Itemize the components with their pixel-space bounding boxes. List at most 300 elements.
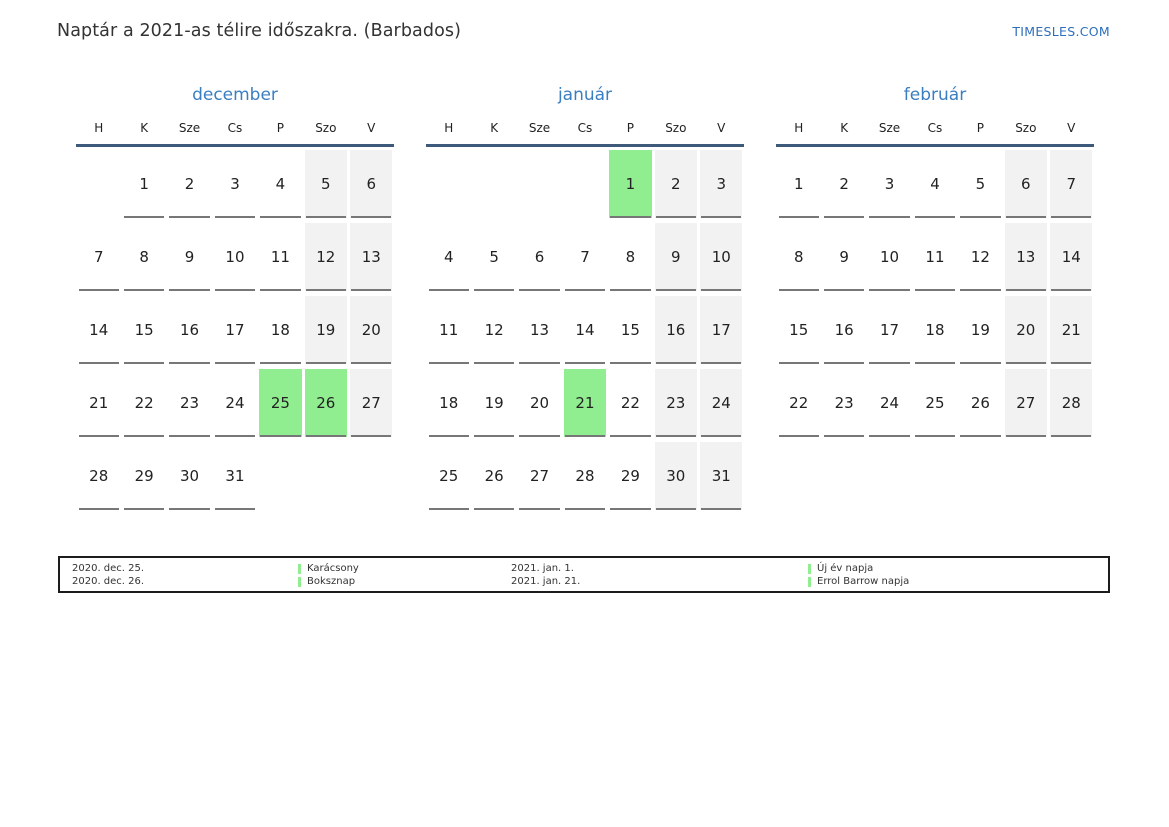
legend-holiday-marker [808, 564, 811, 574]
day-cell-január-30 [655, 442, 697, 510]
day-number: 2 [671, 174, 681, 193]
weekday-header: Szo [665, 121, 687, 135]
cell-underline [351, 362, 391, 364]
day-cell-január-5 [473, 223, 515, 291]
weekday-header: H [444, 121, 454, 135]
cell-underline [779, 289, 819, 291]
cell-underline [824, 216, 864, 218]
empty-cell [78, 150, 120, 218]
cell-underline [169, 289, 209, 291]
day-cell-január-28 [564, 442, 606, 510]
day-cell-január-24 [700, 369, 742, 437]
empty-cell [428, 150, 470, 218]
day-cell-február-20 [1005, 296, 1047, 364]
legend-entry [511, 576, 909, 589]
cell-underline [869, 289, 909, 291]
day-cell-február-1 [778, 150, 820, 218]
day-number: 7 [580, 247, 590, 266]
day-cell-február-7 [1050, 150, 1092, 218]
cell-underline [306, 216, 346, 218]
month-január [426, 84, 744, 515]
cell-underline [869, 435, 909, 437]
cell-underline [701, 362, 741, 364]
day-number: 20 [530, 393, 550, 412]
day-number: 12 [484, 320, 504, 339]
day-number: 27 [361, 393, 381, 412]
cell-underline [474, 435, 514, 437]
day-cell-január-29 [609, 442, 651, 510]
day-cell-december-19 [305, 296, 347, 364]
day-number: 18 [270, 320, 290, 339]
cell-underline [351, 216, 391, 218]
month-title: január [557, 85, 613, 105]
day-cell-december-3 [214, 150, 256, 218]
cell-underline [474, 289, 514, 291]
day-cell-február-23 [823, 369, 865, 437]
day-number: 24 [225, 393, 245, 412]
cell-underline [260, 216, 300, 218]
cell-underline [915, 435, 955, 437]
weekday-header-row [426, 118, 744, 138]
day-cell-január-31 [700, 442, 742, 510]
day-cell-január-9 [655, 223, 697, 291]
day-number: 3 [230, 174, 240, 193]
cell-underline [915, 362, 955, 364]
legend-column-1 [511, 563, 909, 588]
day-cell-december-21 [78, 369, 120, 437]
cell-underline [915, 289, 955, 291]
day-number: 5 [489, 247, 499, 266]
cell-underline [960, 216, 1000, 218]
weekday-header: Szo [1015, 121, 1037, 135]
day-cell-február-15 [778, 296, 820, 364]
cell-underline [1006, 362, 1046, 364]
day-cell-február-19 [959, 296, 1001, 364]
day-number: 28 [575, 466, 595, 485]
cell-underline [124, 508, 164, 510]
day-cell-január-26 [473, 442, 515, 510]
cell-underline [124, 362, 164, 364]
day-number: 10 [711, 247, 731, 266]
cell-underline [1006, 216, 1046, 218]
weekday-header: P [626, 121, 635, 135]
day-number: 27 [530, 466, 550, 485]
day-cell-december-13 [350, 223, 392, 291]
empty-cell [473, 150, 515, 218]
cell-underline [474, 362, 514, 364]
day-cell-február-8 [778, 223, 820, 291]
day-cell-január-3 [700, 150, 742, 218]
day-cell-december-9 [168, 223, 210, 291]
cell-underline [169, 435, 209, 437]
empty-cell [564, 150, 606, 218]
weekday-header: K [140, 121, 149, 135]
day-cell-február-24 [868, 369, 910, 437]
day-number: 29 [620, 466, 640, 485]
legend-box [58, 556, 1110, 593]
day-number: 30 [180, 466, 200, 485]
weekday-header: Sze [878, 121, 901, 135]
day-number: 4 [443, 247, 454, 266]
cell-underline [124, 216, 164, 218]
day-number: 16 [666, 320, 686, 339]
day-cell-december-29 [123, 442, 165, 510]
day-number: 11 [439, 320, 459, 339]
day-number: 21 [575, 393, 595, 412]
day-cell-február-6 [1005, 150, 1047, 218]
legend-date: 2020. dec. 25. [72, 563, 145, 575]
cell-underline [306, 289, 346, 291]
day-cell-december-5 [305, 150, 347, 218]
legend-date: 2020. dec. 26. [72, 575, 145, 587]
cell-underline [124, 289, 164, 291]
day-cell-február-9 [823, 223, 865, 291]
cell-underline [215, 362, 255, 364]
day-cell-január-21 [564, 369, 606, 437]
cell-underline [1006, 289, 1046, 291]
day-cell-február-21 [1050, 296, 1092, 364]
day-number: 19 [484, 393, 504, 412]
cell-underline [519, 435, 559, 437]
weekday-header: P [276, 121, 285, 135]
cell-underline [915, 216, 955, 218]
day-number: 25 [925, 393, 945, 412]
day-cell-január-19 [473, 369, 515, 437]
day-cell-december-24 [214, 369, 256, 437]
day-number: 25 [270, 393, 290, 412]
cell-underline [824, 362, 864, 364]
cell-underline [565, 362, 605, 364]
cell-underline [779, 216, 819, 218]
day-cell-február-26 [959, 369, 1001, 437]
day-cell-december-31 [214, 442, 256, 510]
day-cell-február-13 [1005, 223, 1047, 291]
day-number: 28 [89, 466, 109, 485]
cell-underline [610, 289, 650, 291]
cell-underline [565, 289, 605, 291]
cell-underline [1051, 289, 1091, 291]
day-cell-január-18 [428, 369, 470, 437]
day-cell-december-6 [350, 150, 392, 218]
weekday-header: V [717, 121, 726, 135]
day-number: 17 [880, 320, 900, 339]
cell-underline [260, 289, 300, 291]
day-cell-december-2 [168, 150, 210, 218]
cell-underline [215, 216, 255, 218]
day-cell-december-20 [350, 296, 392, 364]
day-cell-január-17 [700, 296, 742, 364]
day-cell-december-15 [123, 296, 165, 364]
day-cell-január-27 [518, 442, 560, 510]
day-number: 13 [530, 320, 550, 339]
day-number: 13 [361, 247, 381, 266]
day-cell-január-15 [609, 296, 651, 364]
day-number: 18 [925, 320, 945, 339]
cell-underline [869, 362, 909, 364]
day-number: 22 [620, 393, 640, 412]
day-number: 11 [925, 247, 945, 266]
day-number: 15 [134, 320, 154, 339]
day-cell-január-1 [609, 150, 651, 218]
day-number: 21 [1061, 320, 1081, 339]
day-number: 29 [134, 466, 154, 485]
day-cell-december-4 [259, 150, 301, 218]
day-cell-december-18 [259, 296, 301, 364]
day-number: 19 [316, 320, 336, 339]
cell-underline [610, 508, 650, 510]
day-number: 7 [1066, 174, 1077, 193]
day-cell-január-14 [564, 296, 606, 364]
month-grid [76, 147, 394, 515]
day-number: 22 [789, 393, 809, 412]
weekday-header: H [794, 121, 804, 135]
legend-label: Boksznap [307, 575, 356, 587]
day-cell-február-28 [1050, 369, 1092, 437]
month-title: február [903, 85, 967, 105]
day-number: 13 [1016, 247, 1036, 266]
cell-underline [306, 435, 346, 437]
cell-underline [565, 508, 605, 510]
cell-underline [701, 435, 741, 437]
day-number: 30 [666, 466, 686, 485]
cell-underline [215, 289, 255, 291]
day-cell-december-27 [350, 369, 392, 437]
cell-underline [610, 216, 650, 218]
day-cell-február-3 [868, 150, 910, 218]
day-cell-december-28 [78, 442, 120, 510]
day-number: 23 [180, 393, 200, 412]
legend-label: Errol Barrow napja [817, 575, 910, 587]
cell-underline [79, 289, 119, 291]
cell-underline [656, 508, 696, 510]
day-number: 20 [361, 320, 381, 339]
day-number: 16 [180, 320, 200, 339]
day-cell-december-10 [214, 223, 256, 291]
day-number: 15 [789, 320, 809, 339]
day-cell-január-10 [700, 223, 742, 291]
cell-underline [169, 362, 209, 364]
day-number: 5 [975, 174, 986, 193]
day-number: 24 [880, 393, 900, 412]
day-number: 24 [711, 393, 731, 412]
legend-entry [72, 576, 359, 589]
month-február [776, 84, 1094, 515]
cell-underline [79, 508, 119, 510]
day-number: 1 [625, 174, 636, 193]
day-cell-február-11 [914, 223, 956, 291]
day-cell-február-22 [778, 369, 820, 437]
day-number: 22 [134, 393, 154, 412]
day-number: 9 [839, 247, 849, 266]
day-cell-december-26 [305, 369, 347, 437]
day-cell-február-12 [959, 223, 1001, 291]
day-number: 3 [884, 174, 895, 193]
cell-underline [519, 508, 559, 510]
cell-underline [701, 508, 741, 510]
day-number: 15 [620, 320, 640, 339]
day-cell-január-23 [655, 369, 697, 437]
weekday-header: V [367, 121, 376, 135]
day-number: 17 [225, 320, 245, 339]
cell-underline [215, 508, 255, 510]
cell-underline [656, 435, 696, 437]
legend-date: 2021. jan. 1. [511, 563, 574, 575]
cell-underline [429, 435, 469, 437]
cell-underline [701, 216, 741, 218]
day-cell-január-20 [518, 369, 560, 437]
weekday-header: Cs [577, 121, 593, 135]
empty-cell [259, 442, 301, 510]
day-number: 26 [484, 466, 504, 485]
day-number: 12 [970, 247, 990, 266]
cell-underline [260, 435, 300, 437]
weekday-header-row [776, 118, 1094, 138]
cell-underline [519, 289, 559, 291]
cell-underline [656, 216, 696, 218]
day-cell-február-25 [914, 369, 956, 437]
cell-underline [565, 435, 605, 437]
cell-underline [79, 362, 119, 364]
day-number: 5 [321, 174, 331, 193]
day-number: 12 [316, 247, 336, 266]
day-number: 7 [93, 247, 104, 266]
day-cell-december-1 [123, 150, 165, 218]
cell-underline [701, 289, 741, 291]
day-cell-december-17 [214, 296, 256, 364]
day-cell-december-7 [78, 223, 120, 291]
calendar-row [76, 84, 1094, 515]
day-cell-december-12 [305, 223, 347, 291]
weekday-header: Sze [528, 121, 551, 135]
day-number: 9 [671, 247, 681, 266]
day-number: 8 [625, 247, 636, 266]
day-number: 26 [970, 393, 990, 412]
day-cell-december-16 [168, 296, 210, 364]
weekday-header-row [76, 118, 394, 138]
day-number: 8 [139, 247, 149, 266]
empty-cell [518, 150, 560, 218]
day-number: 1 [793, 174, 804, 193]
day-cell-december-25 [259, 369, 301, 437]
day-number: 31 [225, 466, 245, 485]
day-cell-február-10 [868, 223, 910, 291]
day-cell-január-8 [609, 223, 651, 291]
day-cell-december-11 [259, 223, 301, 291]
day-number: 6 [534, 247, 545, 266]
legend-label: Karácsony [307, 563, 359, 575]
day-number: 21 [89, 393, 109, 412]
weekday-header: Sze [178, 121, 201, 135]
day-number: 10 [880, 247, 900, 266]
cell-underline [824, 289, 864, 291]
cell-underline [1051, 362, 1091, 364]
day-cell-február-4 [914, 150, 956, 218]
month-title: december [192, 85, 278, 105]
day-cell-január-2 [655, 150, 697, 218]
empty-cell [305, 442, 347, 510]
legend-label: Új év napja [817, 563, 874, 575]
cell-underline [351, 289, 391, 291]
day-number: 8 [793, 247, 804, 266]
day-number: 2 [184, 174, 195, 193]
day-cell-február-5 [959, 150, 1001, 218]
day-number: 6 [366, 174, 377, 193]
day-cell-január-4 [428, 223, 470, 291]
day-cell-január-13 [518, 296, 560, 364]
month-december [76, 84, 394, 515]
day-cell-február-2 [823, 150, 865, 218]
cell-underline [169, 216, 209, 218]
cell-underline [124, 435, 164, 437]
cell-underline [260, 362, 300, 364]
day-number: 14 [89, 320, 109, 339]
day-number: 26 [316, 393, 336, 412]
day-number: 25 [439, 466, 459, 485]
day-number: 3 [716, 174, 727, 193]
day-cell-december-22 [123, 369, 165, 437]
day-number: 10 [225, 247, 245, 266]
legend-holiday-marker [298, 564, 301, 574]
cell-underline [351, 435, 391, 437]
cell-underline [429, 289, 469, 291]
day-cell-január-11 [428, 296, 470, 364]
day-number: 6 [1021, 174, 1031, 193]
cell-underline [960, 289, 1000, 291]
day-number: 27 [1016, 393, 1036, 412]
day-cell-január-12 [473, 296, 515, 364]
cell-underline [779, 362, 819, 364]
day-cell-december-14 [78, 296, 120, 364]
cell-underline [1051, 216, 1091, 218]
day-number: 9 [184, 247, 195, 266]
legend-holiday-marker [808, 577, 811, 587]
cell-underline [79, 435, 119, 437]
cell-underline [1006, 435, 1046, 437]
day-cell-február-17 [868, 296, 910, 364]
weekday-header: Cs [227, 121, 243, 135]
site-link[interactable]: TIMESLES.COM [1012, 24, 1110, 39]
weekday-header: K [490, 121, 499, 135]
cell-underline [306, 362, 346, 364]
day-number: 16 [834, 320, 854, 339]
day-number: 23 [666, 393, 686, 412]
legend-entry [511, 563, 909, 576]
day-number: 20 [1016, 320, 1036, 339]
day-cell-december-23 [168, 369, 210, 437]
day-number: 17 [711, 320, 731, 339]
day-number: 23 [834, 393, 854, 412]
day-cell-január-16 [655, 296, 697, 364]
cell-underline [474, 508, 514, 510]
cell-underline [610, 435, 650, 437]
cell-underline [869, 216, 909, 218]
weekday-header: H [94, 121, 104, 135]
legend-holiday-marker [298, 577, 301, 587]
weekday-header: P [976, 121, 985, 135]
day-cell-december-30 [168, 442, 210, 510]
day-number: 4 [930, 174, 940, 193]
day-cell-január-25 [428, 442, 470, 510]
weekday-header: Szo [315, 121, 337, 135]
day-number: 2 [839, 174, 849, 193]
month-grid [426, 147, 744, 515]
cell-underline [610, 362, 650, 364]
day-number: 14 [1061, 247, 1081, 266]
cell-underline [656, 362, 696, 364]
day-cell-február-18 [914, 296, 956, 364]
day-cell-január-7 [564, 223, 606, 291]
cell-underline [656, 289, 696, 291]
